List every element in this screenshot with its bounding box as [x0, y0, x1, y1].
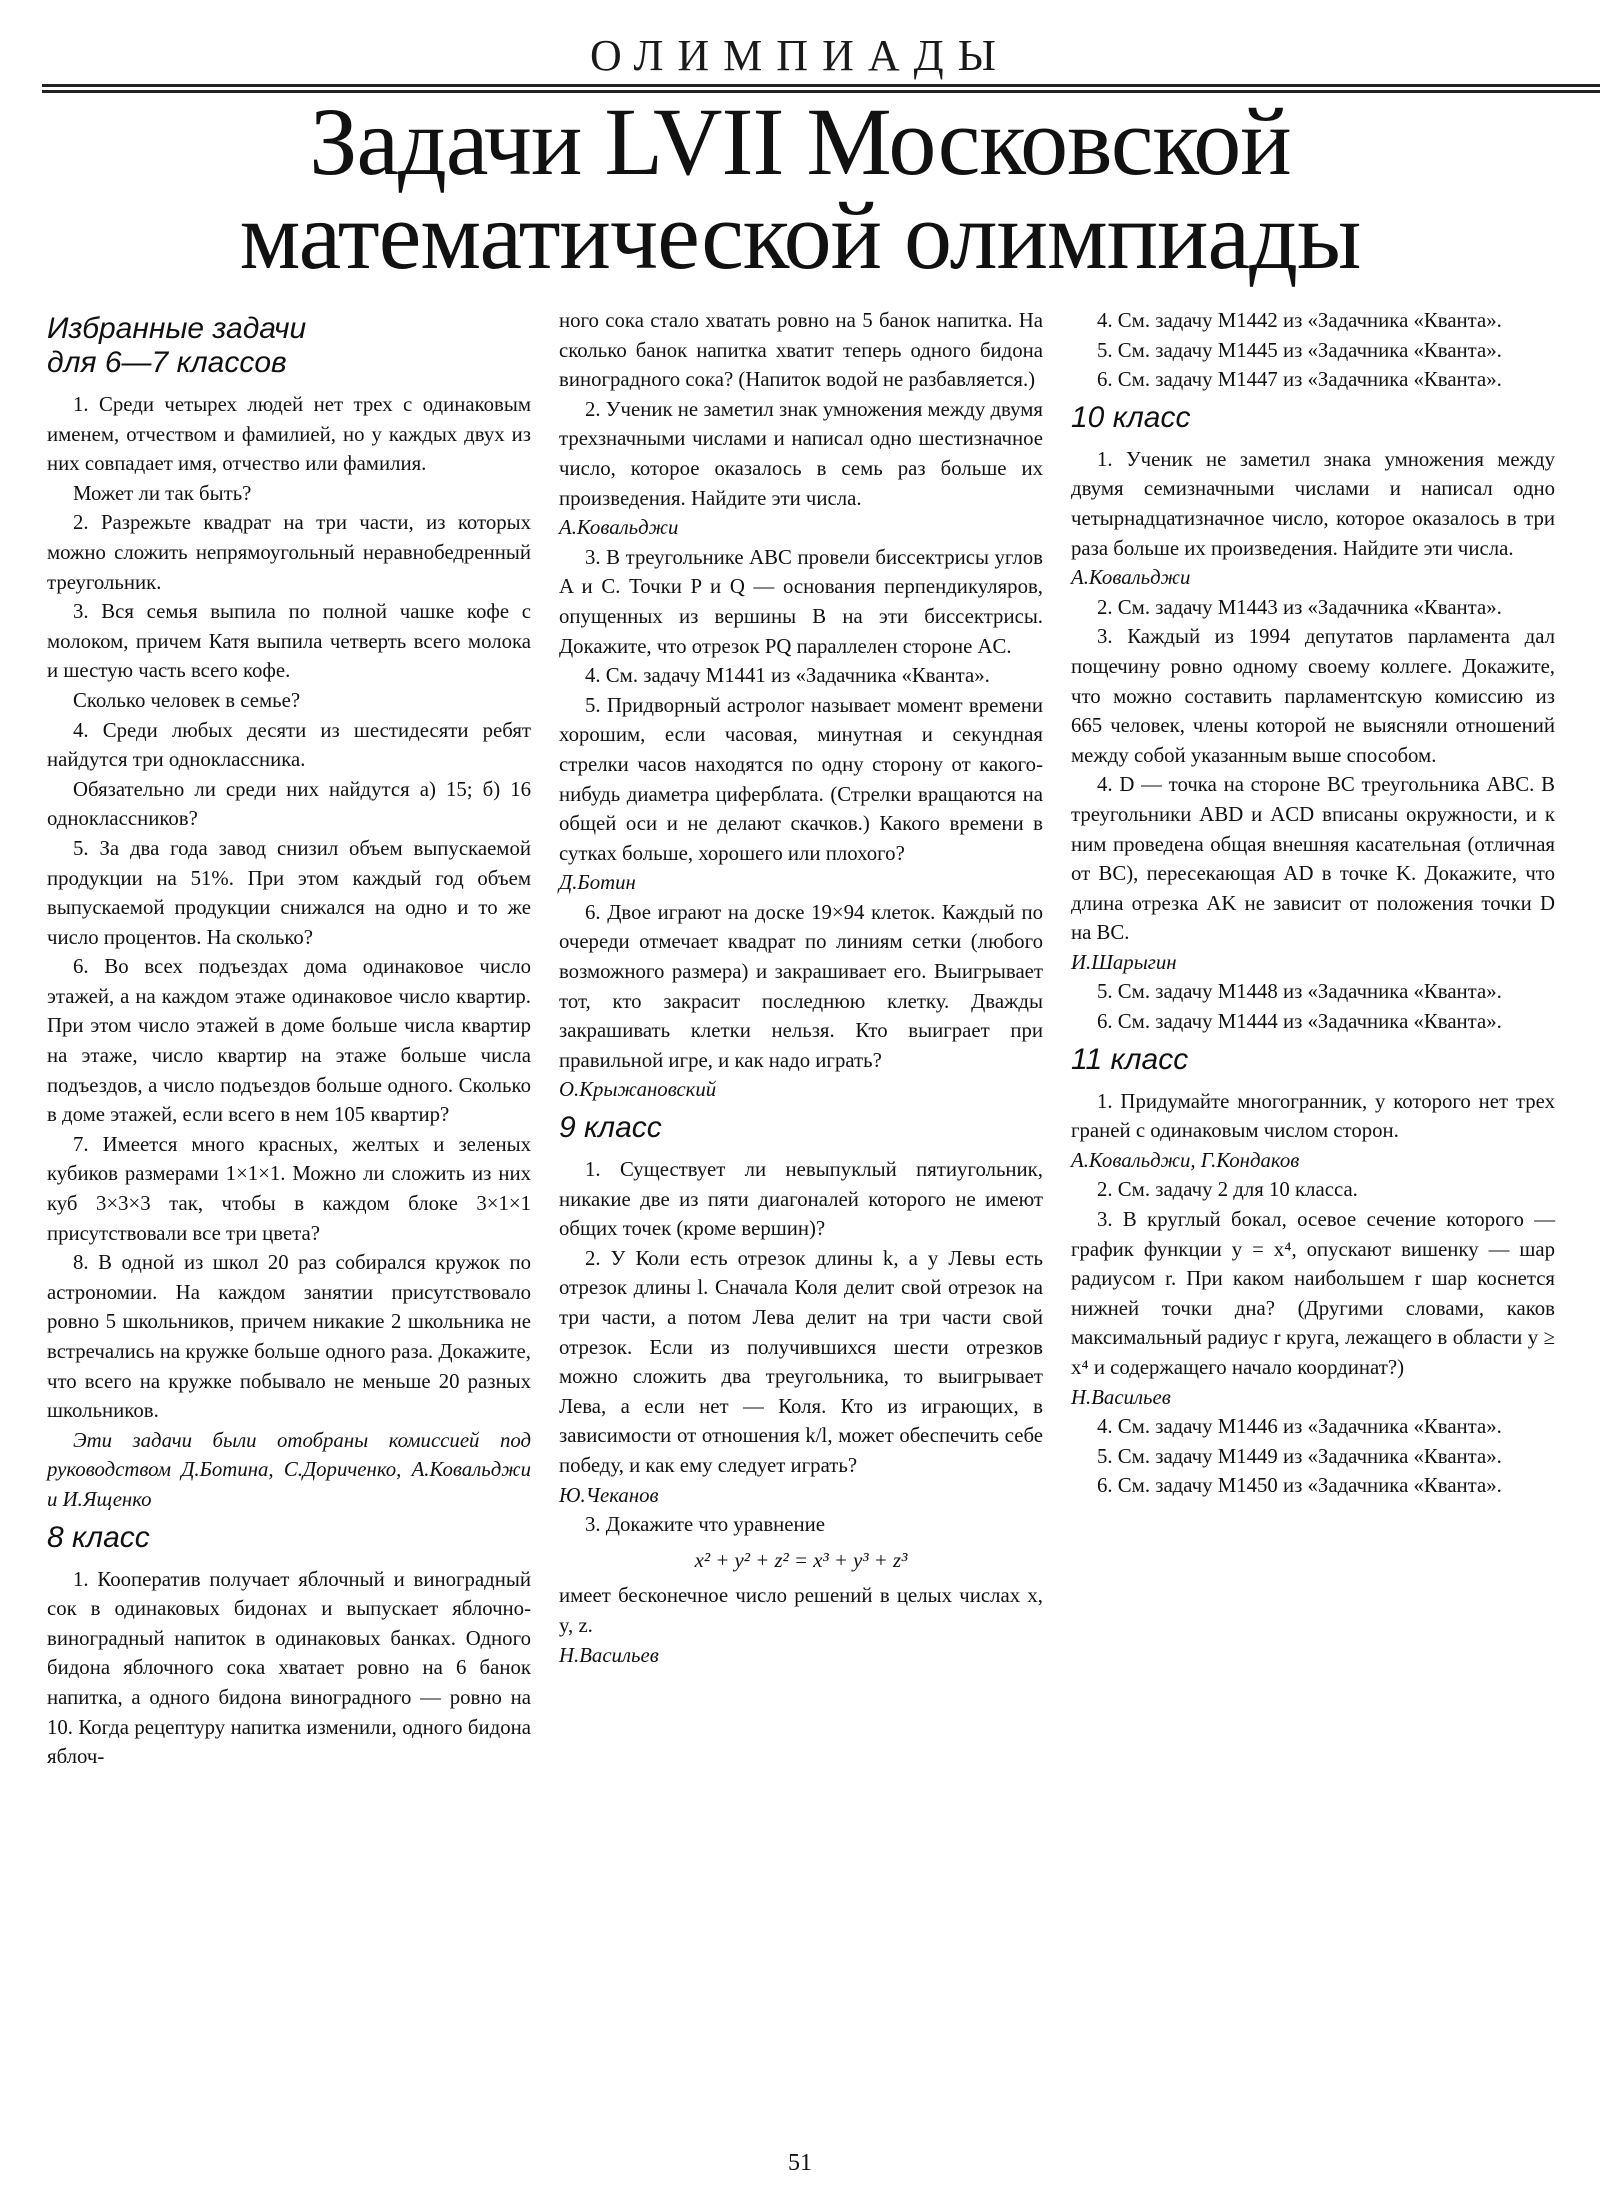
problem-paragraph: 5. См. задачу М1449 из «Задачника «Кванта».: [1097, 1444, 1502, 1468]
problem-author: Ю.Чеканов: [559, 1483, 659, 1507]
problem-paragraph: 6. См. задачу М1447 из «Задачника «Кванта».: [1097, 368, 1502, 392]
heading-line-2: для 6—7 классов: [47, 346, 287, 379]
column-1: [47, 306, 531, 2106]
problem-paragraph: 3. В круглый бокал, осевое сечение которого — график функции y = x⁴, опускают вишенку — шар радиусом r. При каком наибольшем r шар коснется нижней точки дна? (Другими словами, каков максимальный радиус r круга, лежащего в области y ≥ x⁴ и содержащего начало координат?): [1071, 1208, 1555, 1379]
article-title: [0, 88, 1600, 289]
problem-paragraph: 5. См. задачу М1448 из «Задачника «Кванта».: [1097, 980, 1502, 1004]
problem-paragraph: 1. Ученик не заметил знака умножения между двумя семизначными числами и написал одно четырнадцатизначное число, которое оказалось в три раза больше их произведения. Найдите эти числа.: [1071, 447, 1555, 560]
problem-paragraph: 3. Каждый из 1994 депутатов парламента дал пощечину ровно одному своему коллеге. Докажите, что можно составить парламентскую комиссию из 665 человек, члены которой не выясняли отношений между собой указанным выше способом.: [1071, 625, 1555, 767]
problem-author: Н.Васильев: [559, 1643, 659, 1667]
heading-line-1: Избранные задачи: [47, 312, 307, 345]
page-number: 51: [788, 2150, 812, 2176]
problem-paragraph: 5. См. задачу М1445 из «Задачника «Кванта».: [1097, 338, 1502, 362]
title-line-1: Задачи LVII Московской: [309, 88, 1291, 195]
editorial-note: Эти задачи были отобраны комиссией под руководством Д.Ботина, С.Дориченко, А.Ковальджи и И.Ященко: [47, 1428, 531, 1511]
problem-paragraph: 6. Во всех подъездах дома одинаковое число этажей, а на каждом этаже одинаковое число квартир. При этом число этажей в доме больше числа квартир на этаже, число квартир на этаже больше числа подъездов, а число подъездов больше одного. Сколько в доме этажей, если всего в нем 105 квартир?: [47, 955, 531, 1127]
problem-paragraph: 4. См. задачу М1441 из «Задачника «Кванта».: [585, 664, 990, 688]
problem-paragraph: 1. Придумайте многогранник, у которого нет трех граней с одинаковым числом сторон.: [1071, 1089, 1555, 1143]
problem-paragraph: 6. См. задачу М1444 из «Задачника «Кванта».: [1097, 1010, 1502, 1034]
section-heading-11: 11 класс: [1071, 1042, 1189, 1076]
problem-paragraph: 2. Ученик не заметил знак умножения между двумя трехзначными числами и написал одно шестизначное число, которое оказалось в семь раз больше их произведения. Найдите эти числа.: [559, 397, 1043, 510]
problem-paragraph: 1. Кооператив получает яблочный и виноградный сок в одинаковых бидонах и выпускает яблочно-виноградный напиток в одинаковых банках. Одного бидона яблочного сока хватает ровно на 6 банок напитка, а одного бидона виноградного — ровно на 10. Когда рецептуру напитка изменили, одного бидона яблоч-: [47, 1567, 531, 1769]
problem-author: Н.Васильев: [1071, 1385, 1171, 1409]
problem-paragraph: 6. См. задачу М1450 из «Задачника «Кванта».: [1097, 1474, 1502, 1498]
problem-paragraph: 4. См. задачу М1446 из «Задачника «Кванта».: [1097, 1415, 1502, 1439]
problem-paragraph: 1. Среди четырех людей нет трех с одинаковым именем, отчеством и фамилией, но у каждых двух из них совпадает имя, отчество или фамилия.: [47, 393, 531, 476]
problem-paragraph: 5. За два года завод снизил объем выпускаемой продукции на 51%. При этом каждый год объем выпускаемой продукции снижался на одно и то же число процентов. На сколько?: [47, 836, 531, 949]
problem-paragraph: 5. Придворный астролог называет момент времени хорошим, если часовая, минутная и секундная стрелки часов находятся по одну сторону от какого-нибудь диаметра циферблата. (Стрелки вращаются на общей оси и не делают скачков.) Какого времени в сутках больше, хорошего или плохого?: [559, 693, 1043, 865]
problem-author: А.Ковальджи: [559, 516, 679, 540]
problem-paragraph: 4. См. задачу М1442 из «Задачника «Кванта».: [1097, 309, 1502, 332]
section-heading-10: 10 класс: [1071, 400, 1191, 434]
problem-paragraph: 3. Докажите что уравнение: [585, 1513, 825, 1537]
article-body: [47, 306, 1555, 2106]
problem-author: И.Шарыгин: [1071, 950, 1177, 974]
problem-paragraph: 4. D — точка на стороне BC треугольника ABC. В треугольники ABD и ACD вписаны окружности, и к ним проведена общая внешняя касательная (отличная от BC), пересекающая AD в точке K. Докажите, что длина отрезка AK не зависит от положения точки D на BC.: [1071, 773, 1555, 945]
rubric-rule-top: [42, 84, 1600, 87]
section-heading-8: 8 класс: [47, 1520, 150, 1554]
problem-paragraph: 6. Двое играют на доске 19×94 клеток. Каждый по очереди отмечает квадрат по линиям сетки (любого возможного размера) и закрашивает его. Выигрывает тот, кто закрасит последнюю клетку. Дважды закрашивать клетки нельзя. Кто выиграет при правильной игре, и как надо играть?: [559, 900, 1043, 1072]
problem-paragraph: ного сока стало хватать ровно на 5 банок напитка. На сколько банок напитка хватит теперь одного бидона виноградного сока? (Напиток водой не разбавляется.): [559, 309, 1043, 392]
problem-author: А.Ковальджи: [1071, 566, 1191, 590]
problem-paragraph: 3. В треугольнике ABC провели биссектрисы углов A и C. Точки P и Q — основания перпендикуляров, опущенных из вершины B на эти биссектрисы. Докажите, что отрезок PQ параллелен стороне AC.: [559, 545, 1043, 658]
problem-paragraph: Может ли так быть?: [73, 481, 252, 505]
section-heading-9: 9 класс: [559, 1111, 662, 1145]
title-line-2: математической олимпиады: [239, 182, 1361, 289]
section-heading-6-7: [47, 312, 531, 380]
problem-paragraph: 2. У Коли есть отрезок длины k, а у Левы есть отрезок длины l. Сначала Коля делит свой отрезок на три части, а потом Лева делит на три части свой отрезок. Если из получившихся шести отрезков можно сложить два треугольника, то выигрывает Лева, а если нет — Коля. Кто из играющих, в зависимости от отношения k/l, может обеспечить себе победу, и как ему следует играть?: [559, 1246, 1043, 1477]
problem-author: Д.Ботин: [559, 871, 636, 895]
problem-author: А.Ковальджи, Г.Кондаков: [1071, 1148, 1300, 1172]
problem-paragraph: 3. Вся семья выпила по полной чашке кофе с молоком, причем Катя выпила четверть всего молока и шестую часть всего кофе.: [47, 600, 531, 683]
problem-paragraph: имеет бесконечное число решений в целых числах x, y, z.: [559, 1584, 1043, 1637]
problem-paragraph: 1. Существует ли невыпуклый пятиугольник, никакие две из пяти диагоналей которого не имеют общих точек (кроме вершин)?: [559, 1158, 1043, 1241]
problem-paragraph: Сколько человек в семье?: [73, 688, 301, 712]
column-3: [1071, 306, 1555, 2106]
equation: x² + y² + z² = x³ + y³ + z³: [694, 1548, 908, 1572]
problem-paragraph: 7. Имеется много красных, желтых и зеленых кубиков размерами 1×1×1. Можно ли сложить из них куб 3×3×3 так, чтобы в каждом блоке 3×1×1 присутствовали все три цвета?: [47, 1132, 531, 1245]
problem-paragraph: 8. В одной из школ 20 раз собирался кружок по астрономии. На каждом занятии присутствовало ровно 5 школьников, причем никакие 2 школьника не встречались на кружке больше одного раза. Докажите, что всего на кружке побывало не меньше 20 разных школьников.: [47, 1251, 531, 1423]
problem-paragraph: 4. Среди любых десяти из шестидесяти ребят найдутся три одноклассника.: [47, 718, 531, 772]
problem-paragraph: 2. См. задачу М1443 из «Задачника «Кванта».: [1097, 595, 1502, 619]
problem-paragraph: 2. Разрежьте квадрат на три части, из которых можно сложить непрямоугольный неравнобедренный треугольник.: [47, 511, 531, 594]
section-rubric: ОЛИМПИАДЫ: [589, 31, 1011, 80]
problem-paragraph: 2. См. задачу 2 для 10 класса.: [1097, 1178, 1358, 1202]
problem-author: О.Крыжановский: [559, 1078, 717, 1102]
column-2: [559, 306, 1043, 2106]
problem-paragraph: Обязательно ли среди них найдутся а) 15; б) 16 одноклассников?: [47, 777, 531, 831]
